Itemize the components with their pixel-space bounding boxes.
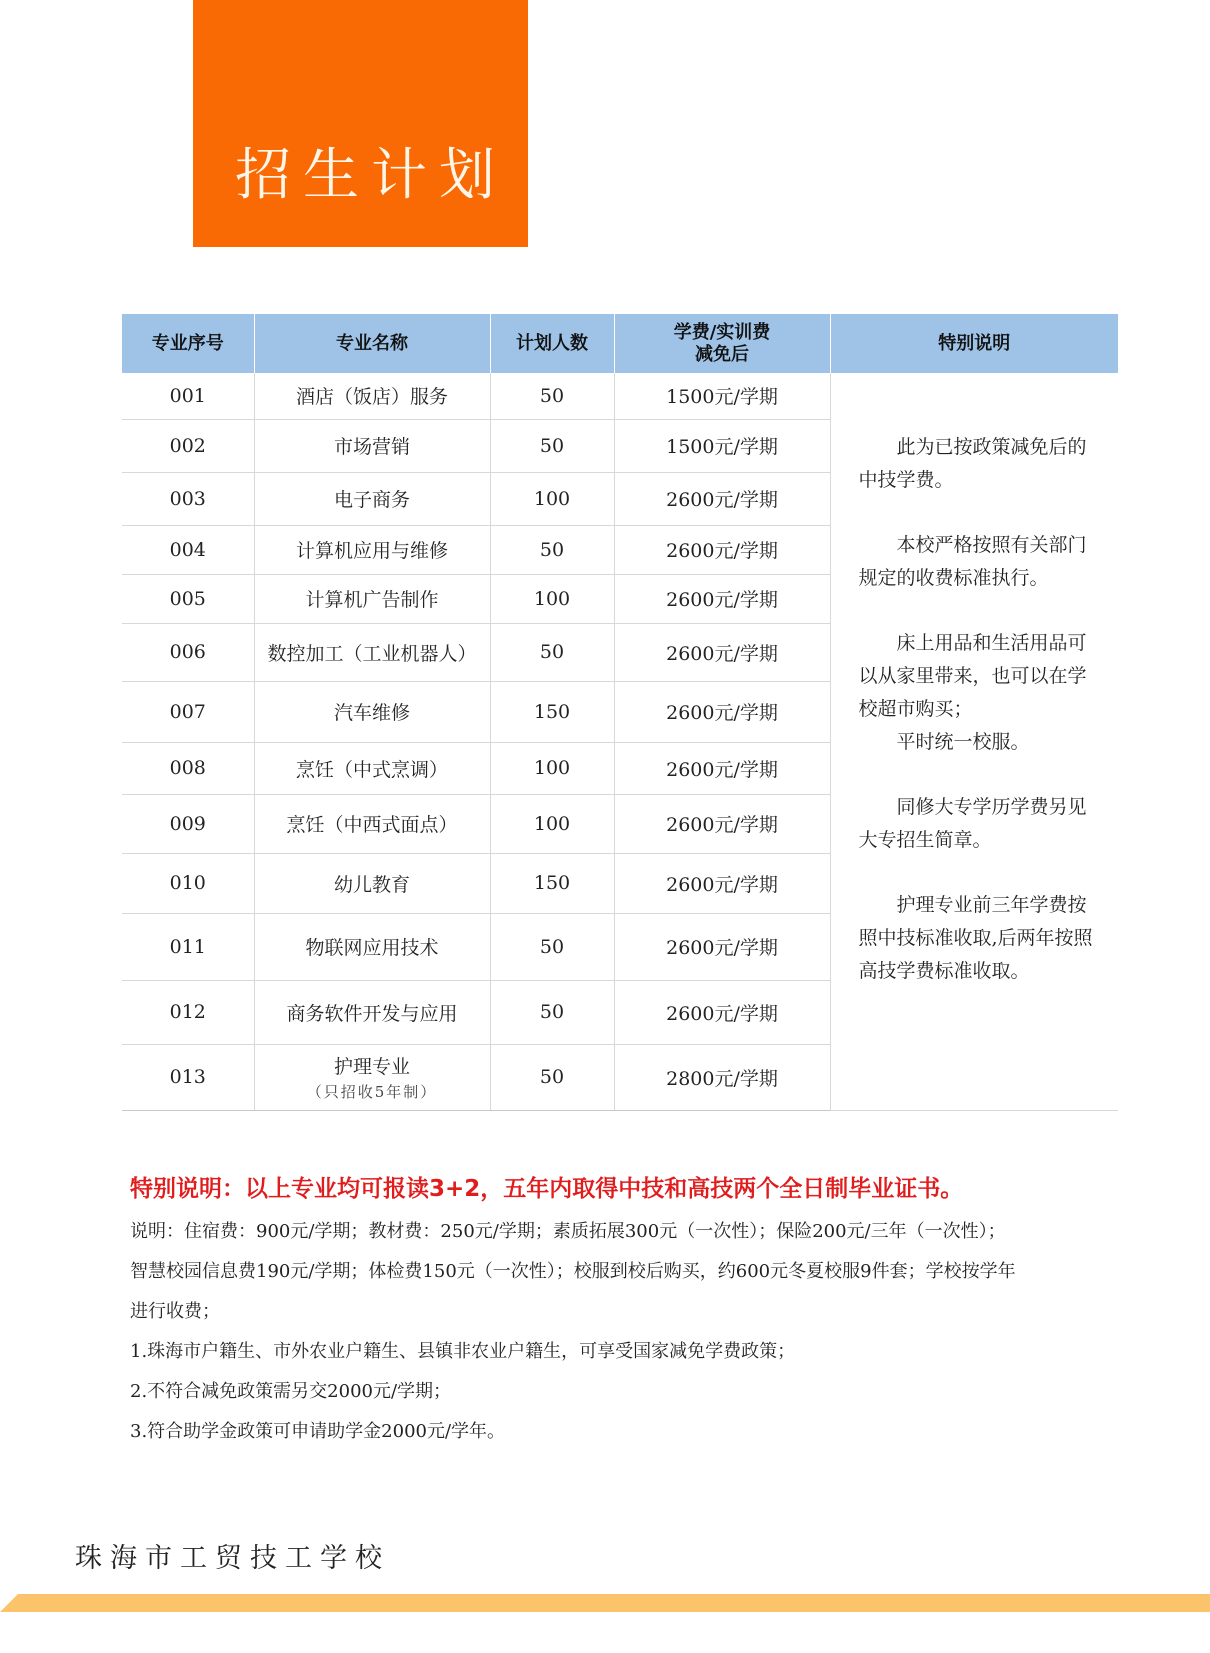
- cell-quota: 100: [490, 742, 614, 794]
- remark-line: 3.符合助学金政策可申请助学金2000元/学年。: [130, 1421, 506, 1442]
- cell-fee: 2600元/学期: [614, 681, 830, 742]
- cell-seq: 006: [122, 623, 254, 681]
- cell-quota: 50: [490, 1044, 614, 1110]
- cell-fee: 2600元/学期: [614, 913, 830, 980]
- cell-name: 计算机广告制作: [254, 574, 490, 623]
- school-name: 珠海市工贸技工学校: [75, 1543, 390, 1574]
- cell-quota: 50: [490, 623, 614, 681]
- remarks-block: [130, 1212, 1120, 1452]
- cell-fee: 2600元/学期: [614, 853, 830, 913]
- cell-fee: 2600元/学期: [614, 525, 830, 574]
- cell-seq: 005: [122, 574, 254, 623]
- header-name: 专业名称: [254, 314, 490, 373]
- header-fee-line1: 学费/实训费: [673, 321, 771, 343]
- cell-fee: 2600元/学期: [614, 623, 830, 681]
- remark-line: 说明：住宿费：900元/学期；教材费：250元/学期；素质拓展300元（一次性）；保险200元/三年（一次性）；: [130, 1221, 1006, 1242]
- cell-quota: 100: [490, 794, 614, 853]
- cell-seq: 004: [122, 525, 254, 574]
- remark-line: 进行收费；: [130, 1301, 220, 1322]
- cell-name-sub: （只招收5年制）: [306, 1083, 438, 1101]
- table-row: [122, 373, 1118, 419]
- cell-seq: 003: [122, 472, 254, 525]
- cell-seq: 002: [122, 419, 254, 472]
- cell-seq: 007: [122, 681, 254, 742]
- cell-quota: 100: [490, 472, 614, 525]
- remark-line: 2.不符合减免政策需另交2000元/学期；: [130, 1381, 452, 1402]
- cell-name: 烹饪（中西式面点）: [254, 794, 490, 853]
- cell-seq: 011: [122, 913, 254, 980]
- cell-seq: 010: [122, 853, 254, 913]
- cell-quota: 150: [490, 681, 614, 742]
- cell-name: [254, 1044, 490, 1110]
- special-notes-cell: [830, 373, 1118, 1110]
- remark-line: 1.珠海市户籍生、市外农业户籍生、县镇非农业户籍生，可享受国家减免学费政策；: [130, 1341, 796, 1362]
- cell-quota: 50: [490, 525, 614, 574]
- cell-seq: 012: [122, 980, 254, 1044]
- cell-fee: 2600元/学期: [614, 980, 830, 1044]
- cell-quota: 100: [490, 574, 614, 623]
- cell-fee: 2600元/学期: [614, 574, 830, 623]
- footer-decorative-bar: [0, 1592, 1210, 1612]
- header-quota: 计划人数: [490, 314, 614, 373]
- enrollment-table-wrapper: [122, 314, 1118, 1111]
- note-paragraph: 同修大专学历学费另见大专招生简章。: [858, 796, 1087, 851]
- cell-name: 数控加工（工业机器人）: [254, 623, 490, 681]
- cell-seq: 013: [122, 1044, 254, 1110]
- cell-fee: 2800元/学期: [614, 1044, 830, 1110]
- cell-name: 商务软件开发与应用: [254, 980, 490, 1044]
- remark-line: 智慧校园信息费190元/学期；体检费150元（一次性）；校服到校后购买，约600元冬夏校服9件套；学校按学年: [130, 1261, 1016, 1282]
- cell-name-main: 护理专业: [333, 1056, 410, 1078]
- cell-name: 汽车维修: [254, 681, 490, 742]
- cell-quota: 50: [490, 419, 614, 472]
- enrollment-plan-table: [122, 314, 1118, 1111]
- cell-name: 电子商务: [254, 472, 490, 525]
- footer-bar-shape: [0, 1594, 1210, 1612]
- header-seq: 专业序号: [122, 314, 254, 373]
- cell-seq: 001: [122, 373, 254, 419]
- cell-name: 烹饪（中式烹调）: [254, 742, 490, 794]
- cell-fee: 1500元/学期: [614, 373, 830, 419]
- cell-fee: 2600元/学期: [614, 742, 830, 794]
- cell-quota: 50: [490, 980, 614, 1044]
- note-paragraph: 此为已按政策减免后的中技学费。: [858, 436, 1087, 491]
- cell-seq: 008: [122, 742, 254, 794]
- table-header-row: [122, 314, 1118, 373]
- header-note: 特别说明: [830, 314, 1118, 373]
- cell-fee: 1500元/学期: [614, 419, 830, 472]
- cell-name: 物联网应用技术: [254, 913, 490, 980]
- page-title: 招生计划: [235, 143, 507, 208]
- cell-name: 计算机应用与维修: [254, 525, 490, 574]
- cell-fee: 2600元/学期: [614, 794, 830, 853]
- cell-quota: 50: [490, 913, 614, 980]
- special-note: 特别说明：以上专业均可报读3+2，五年内取得中技和高技两个全日制毕业证书。: [130, 1176, 964, 1202]
- cell-seq: 009: [122, 794, 254, 853]
- cell-quota: 50: [490, 373, 614, 419]
- note-paragraph: 平时统一校服。: [896, 731, 1030, 753]
- cell-name: 酒店（饭店）服务: [254, 373, 490, 419]
- note-paragraph: 护理专业前三年学费按照中技标准收取,后两年按照高技学费标准收取。: [858, 894, 1093, 982]
- title-banner: [193, 0, 528, 247]
- cell-quota: 150: [490, 853, 614, 913]
- header-fee: [614, 314, 830, 373]
- note-paragraph: 本校严格按照有关部门规定的收费标准执行。: [858, 534, 1087, 589]
- header-fee-line2: 减免后: [695, 343, 749, 365]
- cell-fee: 2600元/学期: [614, 472, 830, 525]
- note-paragraph: 床上用品和生活用品可以从家里带来，也可以在学校超市购买；: [858, 632, 1087, 720]
- cell-name: 幼儿教育: [254, 853, 490, 913]
- cell-name: 市场营销: [254, 419, 490, 472]
